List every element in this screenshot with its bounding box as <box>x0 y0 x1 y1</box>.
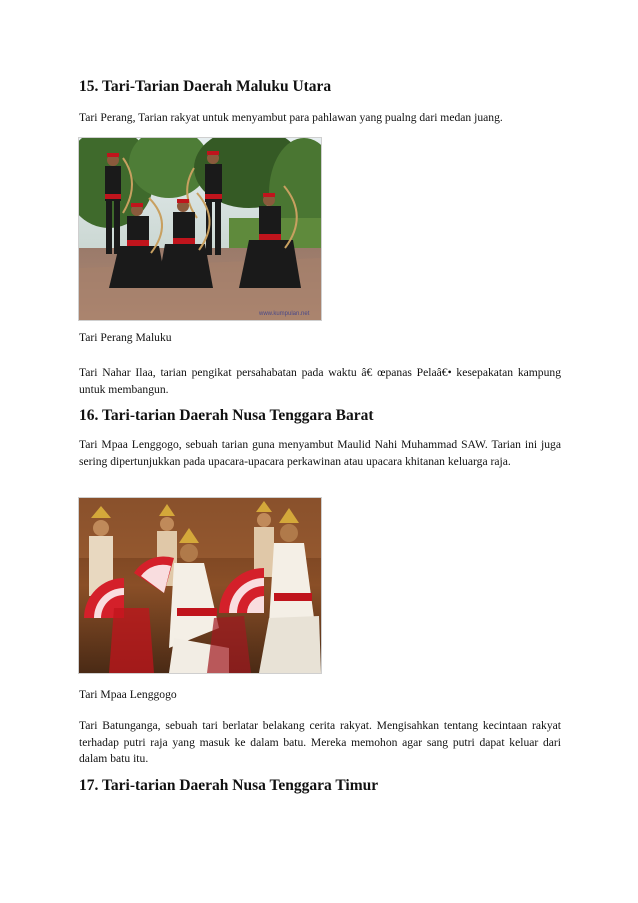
dancers-with-fans-photo-icon <box>79 498 321 673</box>
tari-perang-photo <box>78 137 322 321</box>
svg-text:www.kumpulan.net: www.kumpulan.net <box>259 311 310 317</box>
tari-mpaa-lenggogo-photo <box>78 497 322 674</box>
section-15-heading: 15. Tari-Tarian Daerah Maluku Utara <box>79 78 332 95</box>
caption-tari-mpaa-lenggogo: Tari Mpaa Lenggogo <box>79 688 177 701</box>
section-15-intro: Tari Perang, Tarian rakyat untuk menyambut para pahlawan yang pualng dari medan juang. <box>79 111 503 124</box>
caption-tari-perang: Tari Perang Maluku <box>79 331 172 344</box>
section-16-intro: Tari Mpaa Lenggogo, sebuah tarian guna menyambut Maulid Nahi Muhammad SAW. Tarian ini juga sering dipertunjukkan pada upacara-upacara perkawinan atau upacara khitanan keluarga raja. <box>79 438 561 468</box>
section-17-heading: 17. Tari-tarian Daerah Nusa Tenggara Timur <box>79 777 379 794</box>
section-16-paragraph: Tari Batunganga, sebuah tari berlatar belakang cerita rakyat. Mengisahkan tentang kecintaan rakyat terhadap putri raja yang masuk ke dalam batu. Mereka memohon agar sang putri dapat keluar dari dalam batu itu. <box>79 719 561 765</box>
dancers-with-bows-photo-icon <box>79 138 321 320</box>
section-15-paragraph: Tari Nahar Ilaa, tarian pengikat persahabatan pada waktu â€ œpanas Pelaâ€• kesepakatan kampung untuk membangun. <box>79 366 561 396</box>
section-16-heading: 16. Tari-tarian Daerah Nusa Tenggara Barat <box>79 407 374 424</box>
